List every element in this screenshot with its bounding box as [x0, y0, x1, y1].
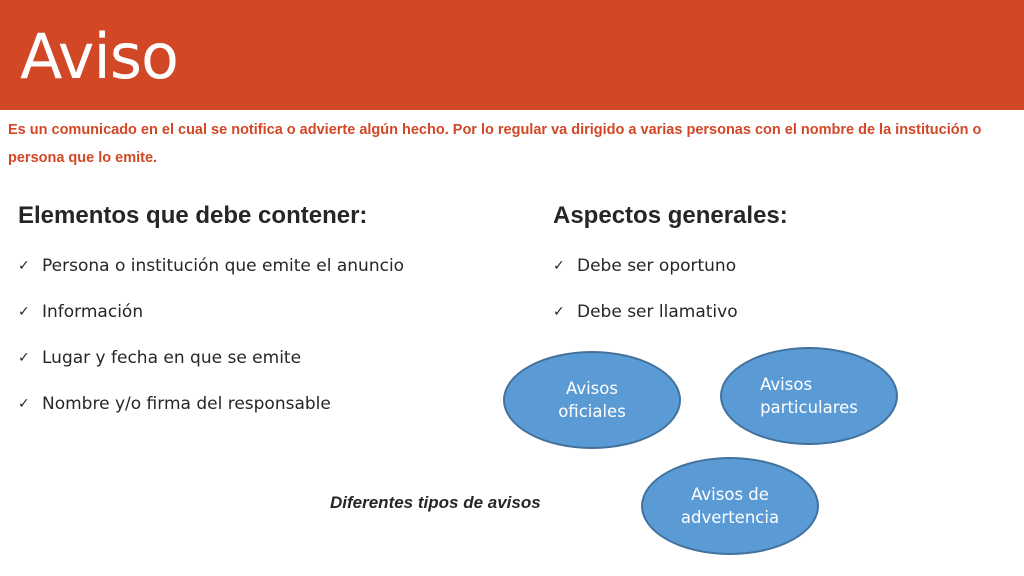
slide-title: Aviso	[20, 20, 178, 93]
list-item	[18, 252, 404, 298]
elements-heading: Elementos que debe contener:	[18, 202, 368, 229]
ellipse-avisos-particulares	[720, 347, 898, 445]
list-item-label: Nombre y/o firma del responsable	[42, 394, 331, 414]
ellipse-avisos-oficiales	[503, 351, 681, 449]
ellipse-label: Avisos oficiales	[558, 379, 626, 421]
list-item	[18, 298, 404, 344]
list-item	[18, 344, 404, 390]
ellipse-label: Avisos de advertencia	[680, 485, 780, 527]
title-bar	[0, 0, 1024, 110]
check-icon: ✓	[553, 258, 565, 274]
list-item-label: Información	[42, 302, 144, 322]
list-item	[553, 252, 738, 298]
check-icon: ✓	[18, 396, 30, 412]
list-item	[18, 390, 404, 436]
list-item-label: Debe ser llamativo	[577, 302, 738, 322]
check-icon: ✓	[18, 258, 30, 274]
ellipse-avisos-advertencia	[641, 457, 819, 555]
check-icon: ✓	[18, 350, 30, 366]
elements-list	[18, 252, 404, 436]
aspects-list	[553, 252, 738, 344]
ellipse-label: Avisos particulares	[760, 375, 858, 417]
list-item	[553, 298, 738, 344]
check-icon: ✓	[18, 304, 30, 320]
list-item-label: Debe ser oportuno	[577, 256, 737, 276]
aspects-heading: Aspectos generales:	[553, 202, 788, 229]
intro-text: Es un comunicado en el cual se notifica o advierte algún hecho. Por lo regular va dirigido a varias personas con el nombre de la institución o persona que lo emite.	[8, 122, 982, 166]
check-icon: ✓	[553, 304, 565, 320]
list-item-label: Persona o institución que emite el anuncio	[42, 256, 405, 276]
list-item-label: Lugar y fecha en que se emite	[42, 348, 302, 368]
types-caption: Diferentes tipos de avisos	[330, 493, 541, 512]
